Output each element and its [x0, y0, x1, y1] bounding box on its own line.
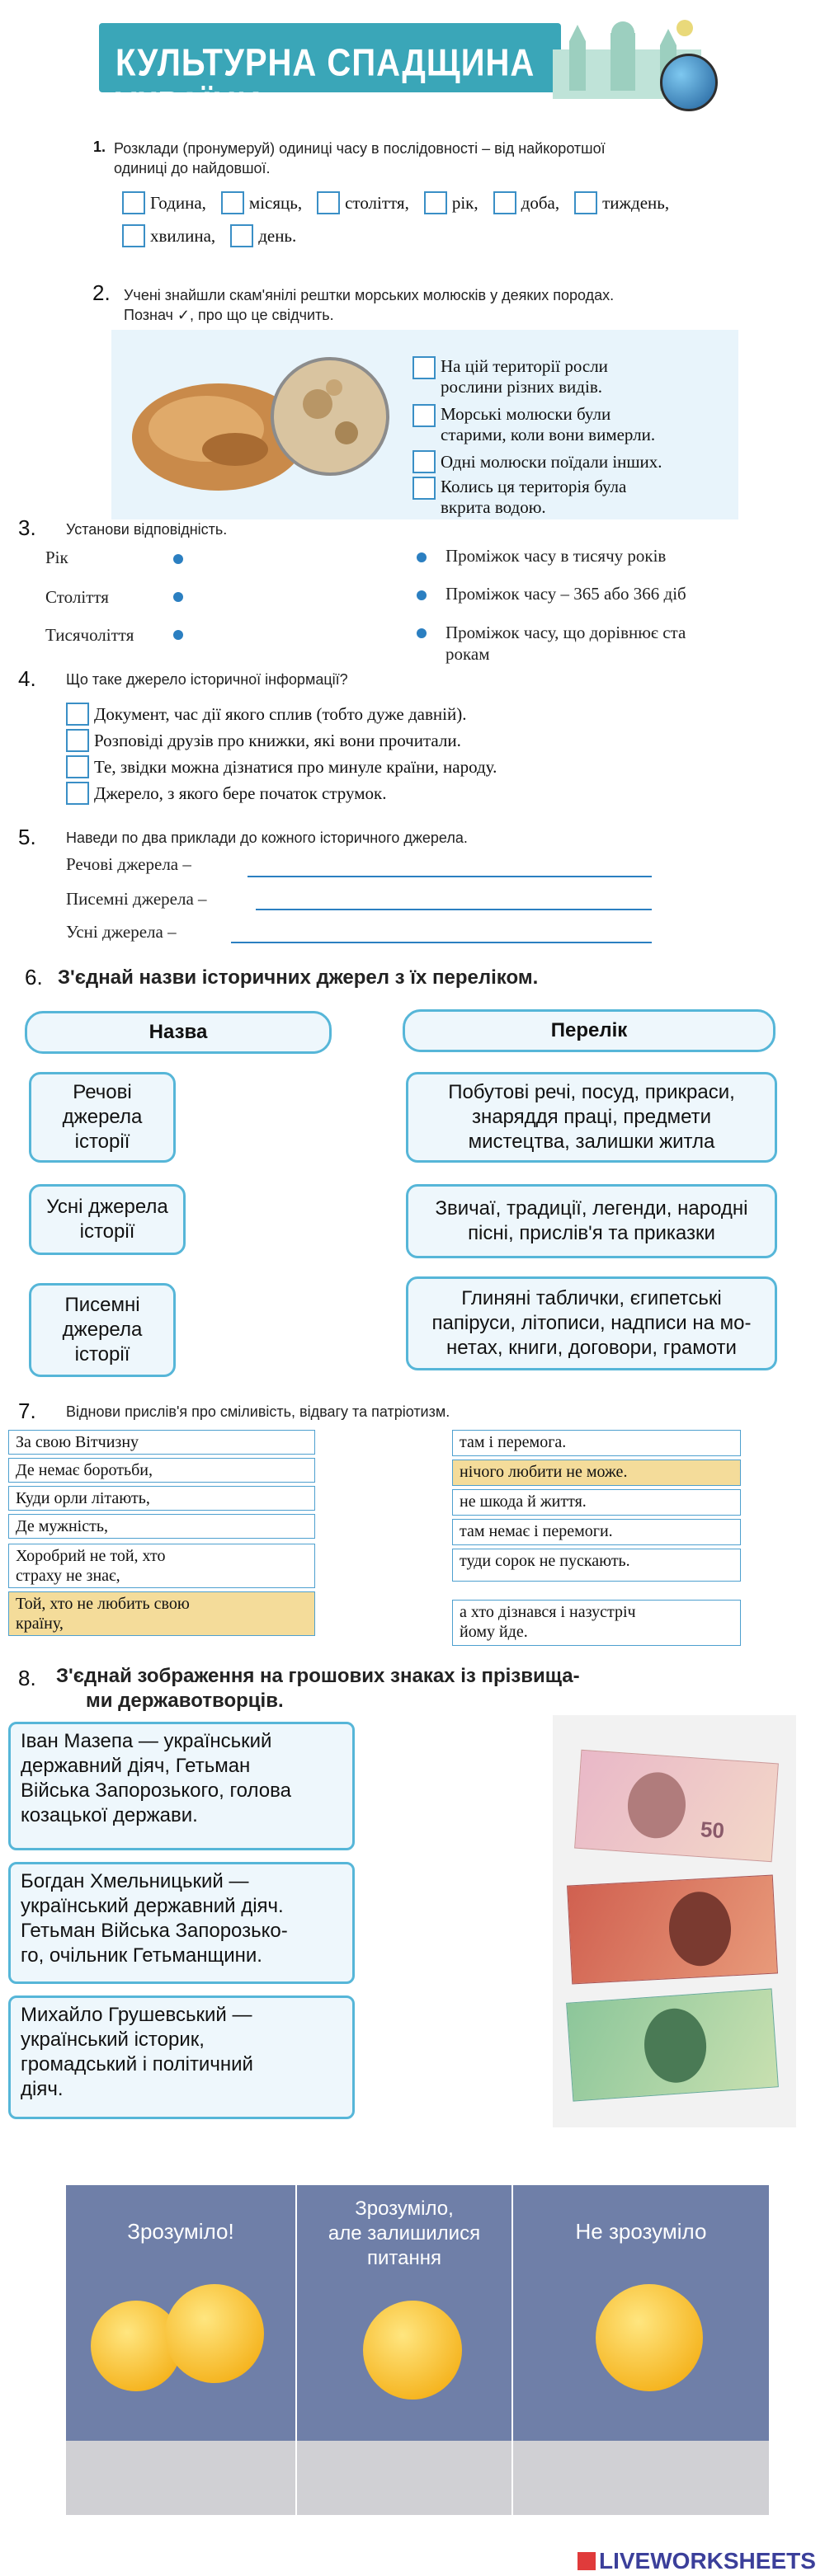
box-line: нетах, книги, договори, грамоти [446, 1337, 737, 1359]
task6-head-left: Назва [25, 1011, 332, 1054]
option-label: хвилина, [150, 225, 216, 246]
answer-line-input[interactable] [231, 940, 652, 943]
task6-right-1[interactable] [406, 1072, 777, 1163]
checkbox[interactable] [66, 782, 89, 805]
logo-mark-icon [578, 2552, 596, 2570]
feedback-line: питання [367, 2247, 441, 2269]
option-label: доба, [521, 192, 560, 213]
task4-number: 4. [18, 666, 36, 691]
task5-row-1: Речові джерела – [66, 854, 191, 874]
box-line: громадський і політичний [21, 2053, 253, 2075]
portrait-icon [642, 2006, 709, 2085]
task6-text: З'єднай назви історичних джерел з їх переліком. [58, 966, 539, 989]
task8-text [56, 1664, 580, 1713]
box-line: пісні, прислів'я та приказки [468, 1222, 715, 1244]
table-cell-right[interactable]: не шкода й життя. [452, 1489, 741, 1516]
feedback-label: Не зрозуміло [575, 2219, 707, 2244]
task4-option-3 [66, 755, 497, 778]
task8-box-1[interactable] [8, 1722, 355, 1850]
task2-text-line2: Познач ✓, про що це свідчить. [124, 307, 334, 323]
task3-right-3 [446, 622, 686, 665]
table-cell-left[interactable] [8, 1544, 315, 1588]
box-line: історії [79, 1220, 135, 1243]
table-cell-left[interactable]: За свою Вітчизну [8, 1430, 315, 1455]
checkbox[interactable] [66, 703, 89, 726]
option-line: Морські молюски були [441, 404, 611, 424]
task1-number: 1. [93, 139, 106, 155]
answer-cell[interactable] [513, 2441, 769, 2515]
checkbox[interactable] [412, 356, 436, 379]
task3-text: Установи відповідність. [66, 521, 228, 538]
laughing-emoji-icon [165, 2284, 264, 2383]
task3-right-1: Проміжок часу в тисячу років [446, 546, 667, 566]
task8-number: 8. [18, 1666, 36, 1690]
option-label [441, 356, 608, 397]
task1-text [114, 139, 606, 178]
banknote-value: 50 [700, 1817, 726, 1844]
table-cell-left[interactable]: Куди орли літають, [8, 1486, 315, 1511]
checkbox[interactable] [424, 191, 447, 214]
box-line: Писемні [64, 1294, 140, 1316]
task6-number: 6. [25, 965, 43, 990]
task8-box-2[interactable] [8, 1862, 355, 1984]
thinking-emoji-icon [363, 2301, 462, 2400]
feedback-line: але залишилися [328, 2222, 481, 2245]
banner-bar [99, 23, 561, 127]
banknote-50[interactable] [574, 1750, 779, 1862]
table-cell-left[interactable]: Де мужність, [8, 1514, 315, 1539]
task2-option-1 [412, 356, 608, 397]
task2-text [124, 285, 614, 325]
box-line: Гетьман Війська Запорозько- [21, 1920, 288, 1942]
task7-text: Віднови прислів'я про сміливість, відвагу та патріотизм. [66, 1403, 450, 1420]
page-title: КУЛЬТУРНА СПАДЩИНА УКРАЇНИ [116, 42, 535, 127]
box-line: Богдан Хмельницький — [21, 1870, 249, 1892]
banknote-10[interactable] [567, 1875, 778, 1985]
table-cell-right[interactable]: там і перемога. [452, 1430, 741, 1456]
task5-text: Наведи по два приклади до кожного історичного джерела. [66, 830, 468, 846]
box-line: український історик, [21, 2028, 205, 2051]
task2-number: 2. [92, 280, 111, 305]
checkbox[interactable] [412, 477, 436, 500]
task3-left-2: Століття [45, 587, 109, 607]
task3-right-2: Проміжок часу – 365 або 366 діб [446, 584, 686, 604]
box-line: Війська Запорозького, голова [21, 1779, 291, 1802]
task5-row-3: Усні джерела – [66, 922, 177, 942]
option-label: місяць, [248, 192, 303, 213]
task1-text-line1: Розклади (пронумеруй) одиниці часу в послідовності – від найкоротшої [114, 140, 606, 157]
box-line: Михайло Грушевський — [21, 2004, 252, 2026]
logo-text: LIVEWORKSHEETS [599, 2548, 816, 2574]
match-dot[interactable] [417, 628, 427, 638]
task8-text-line1: З'єднай зображення на грошових знаках із прізвища- [56, 1665, 580, 1687]
feedback-col-not-understood[interactable] [513, 2185, 769, 2515]
option-line: рослини різних видів. [441, 377, 602, 397]
option-label: рік, [451, 192, 478, 213]
match-dot[interactable] [417, 552, 427, 562]
checkbox[interactable] [221, 191, 244, 214]
task5-row-2: Писемні джерела – [66, 889, 207, 909]
answer-cell[interactable] [297, 2441, 512, 2515]
cell-line: країну, [16, 1615, 64, 1633]
box-line: український державний діяч. [21, 1895, 284, 1917]
portrait-icon [625, 1770, 687, 1840]
feedback-label: Зрозуміло! [127, 2219, 234, 2244]
task7-number: 7. [18, 1398, 36, 1423]
task2-text-line1: Учені знайшли скам'янілі рештки морських молюсків у деяких породах. [124, 287, 615, 303]
task3-left-3: Тисячоліття [45, 625, 134, 645]
footer-logo [578, 2548, 816, 2574]
checkbox[interactable] [412, 450, 436, 473]
box-line: Звичаї, традиції, легенди, народні [435, 1197, 748, 1220]
header-banner [91, 8, 742, 127]
cell-line: страху не знає, [16, 1567, 120, 1585]
task6-right-3[interactable] [406, 1276, 777, 1370]
task6-head-right: Перелік [403, 1009, 776, 1052]
option-label [441, 477, 626, 518]
option-label [441, 404, 655, 445]
box-line: Глиняні таблички, єгипетські [461, 1287, 722, 1309]
table-cell-right[interactable]: нічого любити не може. [452, 1460, 741, 1486]
task6-right-2[interactable] [406, 1184, 777, 1258]
option-label: Джерело, з якого бере початок струмок. [94, 783, 387, 803]
box-line: державний діяч, Гетьман [21, 1755, 251, 1777]
task2-option-3 [412, 450, 662, 473]
box-line: папіруси, літописи, надписи на мо- [431, 1312, 752, 1334]
fossil-image [128, 355, 400, 503]
box-line: го, очільник Гетьманщини. [21, 1944, 262, 1967]
checkbox[interactable] [230, 224, 253, 247]
option-label: Документ, час дії якого сплив (тобто дуже давній). [94, 703, 467, 724]
right-line: Проміжок часу, що дорівнює ста [446, 623, 686, 642]
option-label: Одні молюски поїдали інших. [441, 451, 662, 472]
table-cell-right[interactable] [452, 1600, 741, 1646]
box-line: Усні джерела [46, 1196, 168, 1218]
option-label: день. [258, 225, 297, 246]
portrait-icon [667, 1890, 733, 1967]
box-line: джерела [62, 1106, 143, 1128]
option-line: вкрита водою. [441, 497, 546, 517]
checkbox[interactable] [412, 404, 436, 427]
feedback-col-understood[interactable] [66, 2185, 297, 2515]
match-dot[interactable] [417, 590, 427, 600]
task4-option-2 [66, 729, 461, 752]
task4-text: Що таке джерело історичної інформації? [66, 671, 348, 688]
task4-option-1 [66, 703, 466, 726]
option-label: тиждень, [602, 192, 670, 213]
option-label: Година, [150, 192, 206, 213]
checkbox[interactable] [122, 224, 145, 247]
match-dot[interactable] [173, 592, 183, 602]
cell-line: Той, хто не любить свою [16, 1595, 190, 1613]
option-line: На цій території росли [441, 356, 608, 376]
box-line: Речові [73, 1081, 132, 1103]
option-line: Колись ця територія була [441, 477, 627, 496]
box-line: історії [74, 1343, 130, 1366]
table-cell-right[interactable]: там немає і перемоги. [452, 1519, 741, 1545]
task6-left-2[interactable] [29, 1184, 186, 1255]
option-label: століття, [345, 192, 409, 213]
task8-box-3[interactable] [8, 1995, 355, 2119]
cell-line: а хто дізнався і назустріч [460, 1603, 636, 1621]
task1-text-line2: одиниці до найдовшої. [114, 160, 271, 176]
right-line: рокам [446, 644, 490, 664]
box-line: знаряддя праці, предмети [471, 1106, 712, 1128]
feedback-col-questions[interactable] [297, 2185, 513, 2515]
box-line: джерела [62, 1319, 143, 1341]
match-dot[interactable] [173, 630, 183, 640]
task1-row1 [122, 191, 669, 214]
task2-option-2 [412, 404, 655, 445]
feedback-label [297, 2197, 512, 2271]
answer-line-input[interactable] [248, 874, 652, 877]
sad-emoji-icon [596, 2284, 703, 2391]
table-cell-left[interactable] [8, 1591, 315, 1636]
option-label: Розповіді друзів про книжки, які вони прочитали. [94, 730, 461, 750]
checkbox[interactable] [122, 191, 145, 214]
checkbox[interactable] [317, 191, 340, 214]
feedback-table [66, 2185, 769, 2515]
answer-line-input[interactable] [256, 907, 652, 910]
option-label: Те, звідки можна дізнатися про минуле країни, народу. [94, 756, 497, 777]
cell-line: Хоробрий не той, хто [16, 1547, 166, 1565]
cell-line: йому йде. [460, 1623, 528, 1641]
box-line: діяч. [21, 2078, 64, 2100]
globe-icon [660, 54, 718, 111]
box-line: Побутові речі, посуд, прикраси, [448, 1081, 735, 1103]
banknote-5[interactable] [566, 1988, 779, 2101]
task4-option-4 [66, 782, 387, 805]
box-line: мистецтва, залишки житла [468, 1131, 715, 1153]
table-cell-right[interactable]: туди сорок не пускають. [452, 1549, 741, 1582]
answer-cell[interactable] [66, 2441, 295, 2515]
box-line: козацької держави. [21, 1804, 198, 1826]
task2-option-4 [412, 477, 626, 518]
box-line: Іван Мазепа — український [21, 1730, 272, 1752]
task3-number: 3. [18, 515, 36, 540]
task8-text-line2: ми державотворців. [86, 1690, 284, 1712]
table-cell-left[interactable]: Де немає боротьби, [8, 1458, 315, 1483]
checkbox[interactable] [493, 191, 516, 214]
checkbox[interactable] [574, 191, 597, 214]
task5-number: 5. [18, 825, 36, 849]
checkbox[interactable] [66, 729, 89, 752]
task6-left-1[interactable] [29, 1072, 176, 1163]
feedback-line: Зрозуміло, [355, 2198, 454, 2220]
task3-left-1: Рік [45, 548, 68, 567]
task1-row2 [122, 224, 296, 247]
option-line: старими, коли вони вимерли. [441, 425, 656, 444]
box-line: історії [74, 1131, 130, 1153]
task6-left-3[interactable] [29, 1283, 176, 1377]
match-dot[interactable] [173, 554, 183, 564]
checkbox[interactable] [66, 755, 89, 778]
